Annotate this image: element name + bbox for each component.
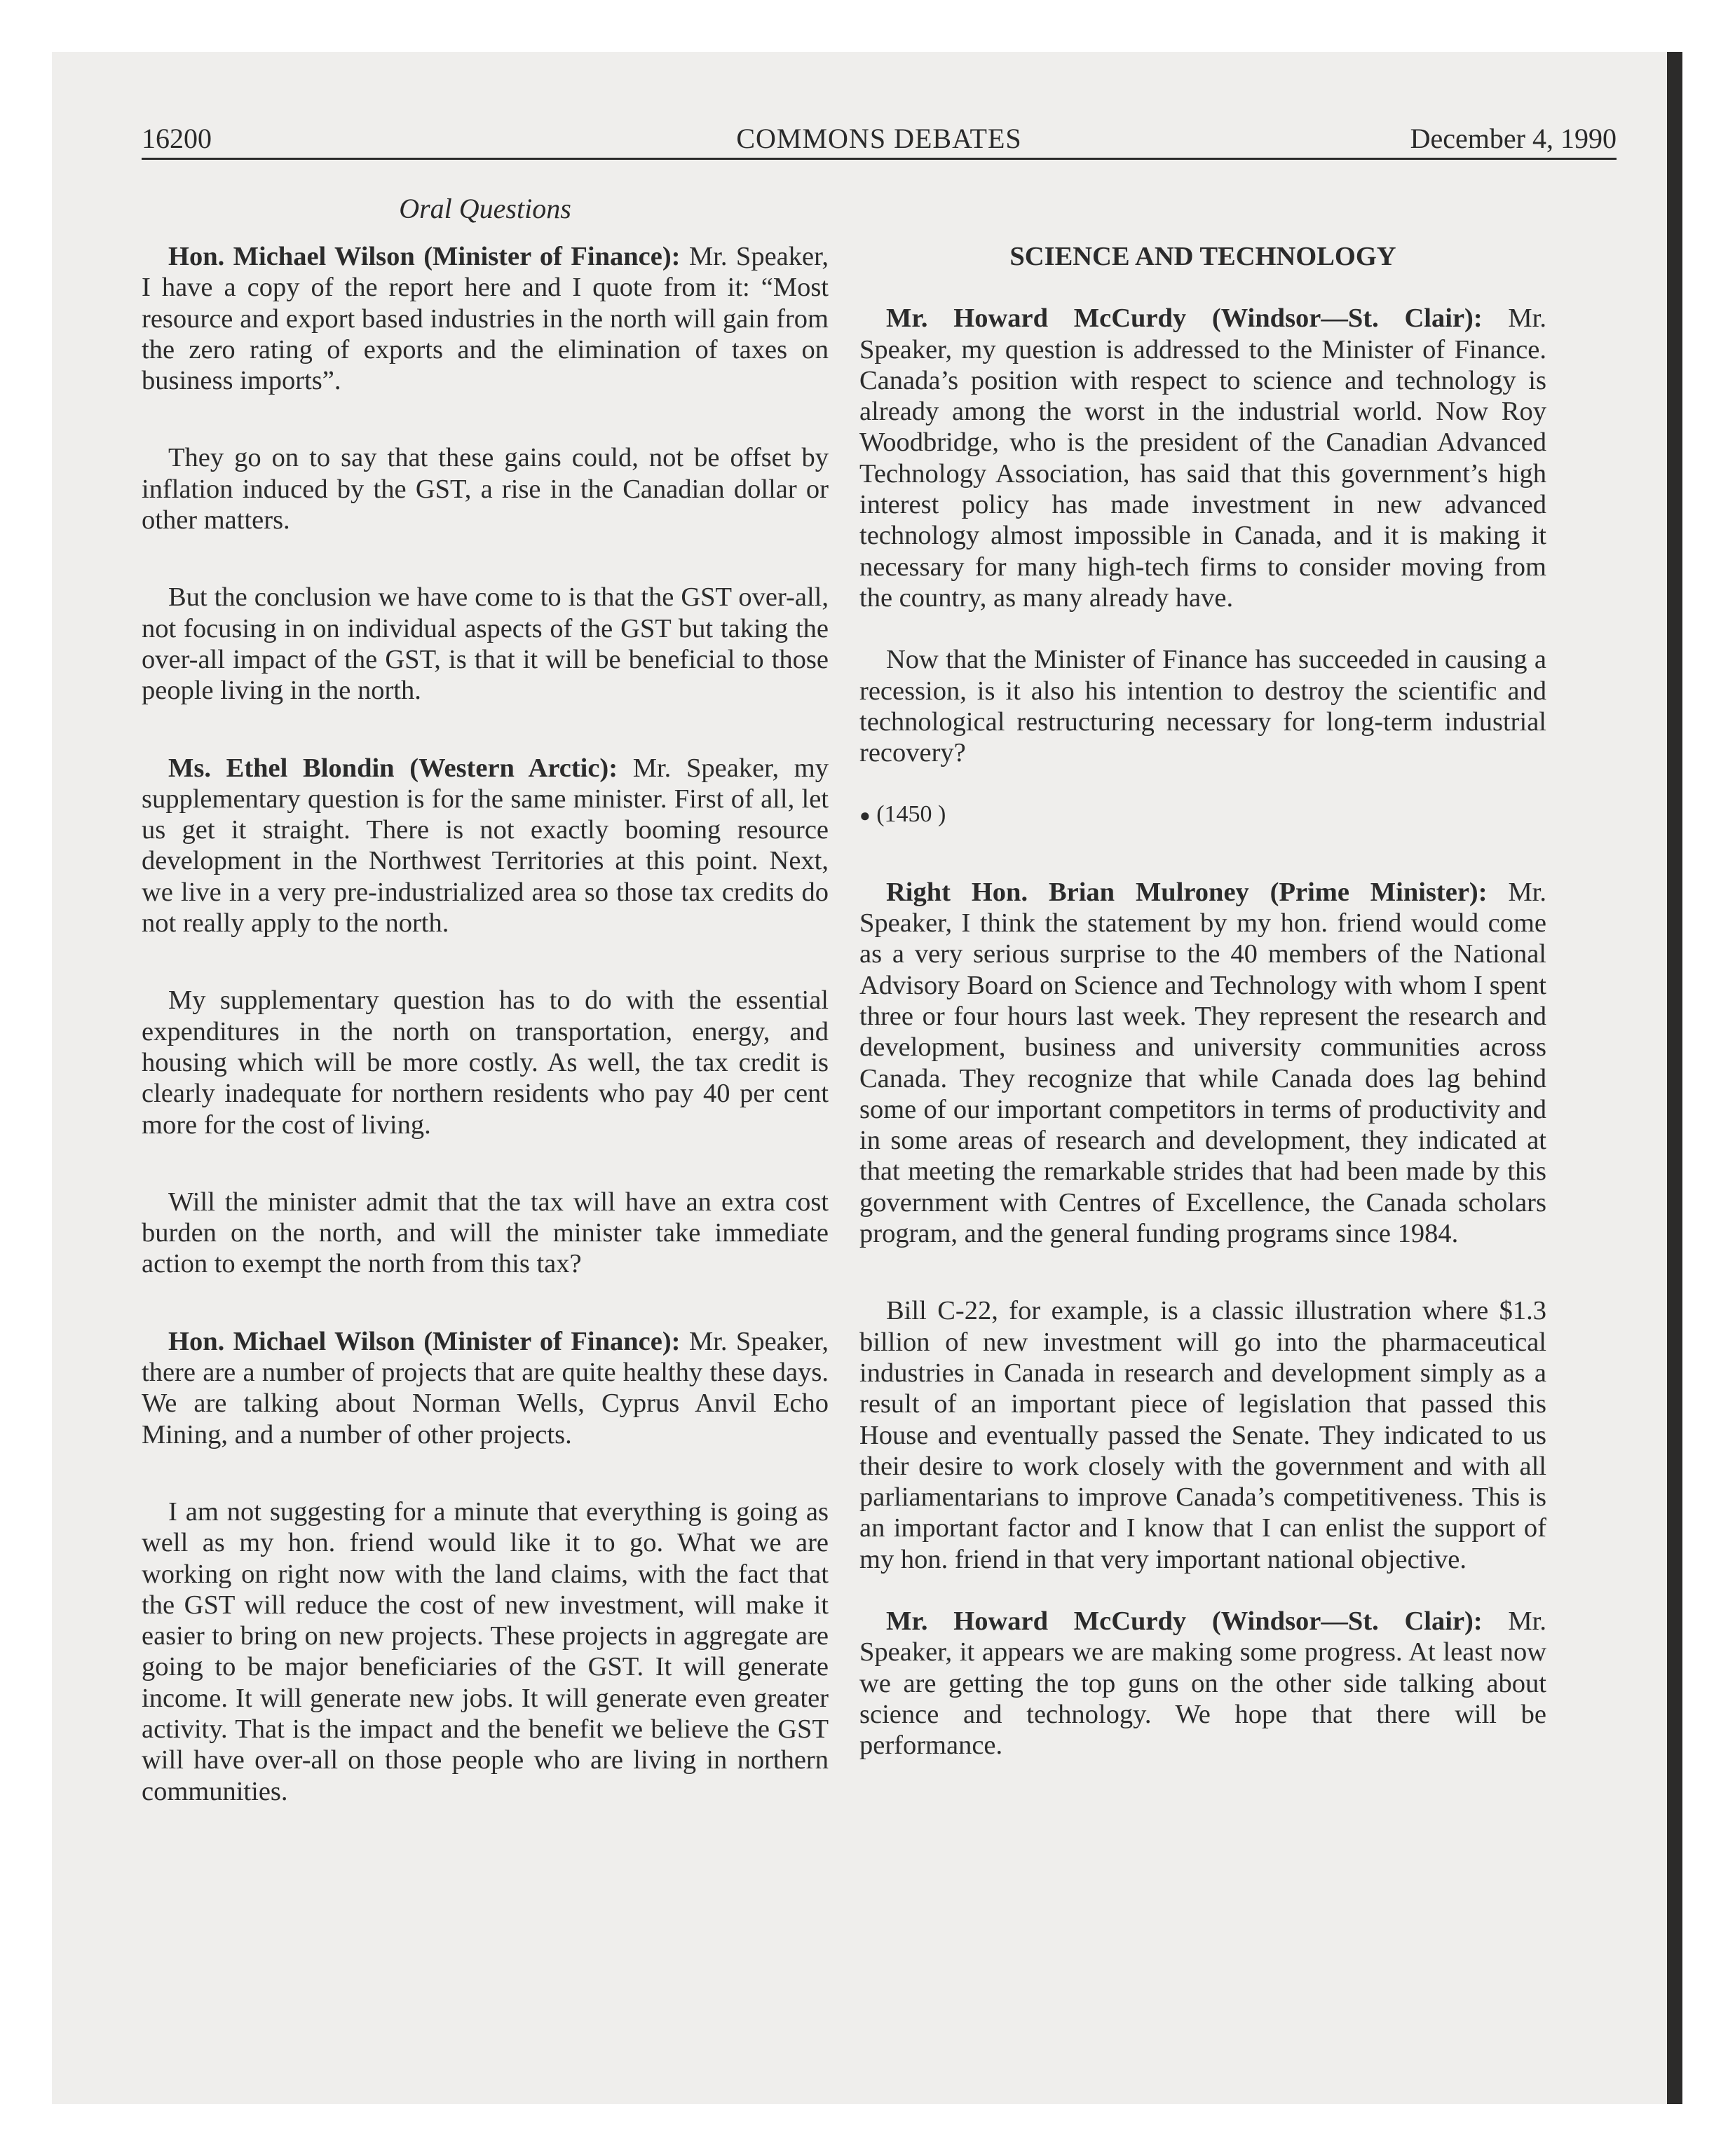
paragraph-text: I am not suggesting for a minute that everything is going as well as my hon. friend would like it to go. What we are working on right now with the land claims, with the fact that the GST will reduce the cost of new investment, will make it easier to bring on new projects. These projects in aggregate are going to be major beneficiaries of the GST. It will generate income. It will generate new jobs. It will generate even greater activity. That is the impact and the benefit we believe the GST will have over-all on those people who are living in northern communities. — [142, 1496, 829, 1806]
section-label: Oral Questions — [399, 193, 571, 224]
paragraph-text: Mr. Speaker, I have a copy of the report here and I quote from it: “Most resource and export based industries in the north will gain from the zero rating of exports and the elimination of taxes on business imports”. — [142, 242, 829, 396]
paragraph-text: My supplementary question has to do with the essential expenditures in the north on transportation, energy, and housing which will be more costly. As well, the tax credit is clearly inadequate for northern residents who pay 40 per cent more for the cost of living. — [142, 985, 829, 1140]
publication-title: COMMONS DEBATES — [736, 123, 1022, 154]
paragraph-text: Mr. Speaker, it appears we are making some progress. At least now we are getting the top guns on the other side talking about science and technology. We hope that there will be performance. — [859, 1606, 1546, 1761]
paragraph — [859, 303, 1546, 613]
bullet-icon: ● — [859, 805, 871, 826]
paragraph — [859, 644, 1546, 768]
scan-edge-shadow — [1667, 52, 1682, 2104]
page-number: 16200 — [142, 123, 212, 154]
right-column — [859, 241, 1546, 1808]
paragraph — [142, 985, 829, 1140]
paragraph — [142, 1496, 829, 1807]
time-marker-text: (1450 ) — [876, 801, 946, 828]
paragraph — [142, 582, 829, 706]
paragraph — [859, 1295, 1546, 1575]
speaker-name: Ms. Ethel Blondin (Western Arctic): — [168, 753, 618, 783]
document-page — [52, 52, 1682, 2104]
speaker-name: Mr. Howard McCurdy (Windsor—St. Clair): — [886, 1606, 1483, 1637]
paragraph — [142, 753, 829, 939]
paragraph-text: Now that the Minister of Finance has succeeded in causing a recession, is it also his intention to destroy the scientific and technological restructuring necessary for long-term industrial recovery? — [859, 645, 1546, 768]
publication-date: December 4, 1990 — [1410, 123, 1617, 154]
paragraph-text: Will the minister admit that the tax will have an extra cost burden on the north, and will the minister take immediate action to exempt the north from this tax? — [142, 1187, 829, 1279]
header-rule — [142, 158, 1617, 160]
paragraph — [142, 1326, 829, 1450]
speaker-name: Hon. Michael Wilson (Minister of Finance): — [168, 1326, 681, 1356]
paragraph — [859, 1606, 1546, 1761]
paragraph-text: Mr. Speaker, my supplementary question is for the same minister. First of all, let us get it straight. There is not exactly booming resource development in the Northwest Territories at this point. Next, we live in a very pre-industrialized area so those tax credits do not really apply to the north. — [142, 753, 829, 939]
time-marker — [859, 799, 1546, 831]
paragraph-text: Mr. Speaker, I think the statement by my hon. friend would come as a very serious surprise to the 40 members of the National Advisory Board on Science and Technology with whom I spent three or four hours last week. They represent the research and development, business and university communities across Canada. They recognize that while Canada does lag behind some of our important competitors in terms of productivity and in some areas of research and development, they indicated at that meeting the remarkable strides that had been made by this government with Centres of Excellence, the Canada scholars program, and the general funding programs since 1984. — [859, 877, 1546, 1249]
paragraph-text: Mr. Speaker, my question is addressed to the Minister of Finance. Canada’s position with respect to science and technology is already among the worst in the industrial world. Now Roy Woodbridge, who is the president of the Canadian Advanced Technology Association, has said that this government’s high interest policy has made investment in new advanced technology almost impossible in Canada, and it is making it necessary for many high-tech firms to consider moving from the country, as many already have. — [859, 303, 1546, 613]
paragraph-text: But the conclusion we have come to is that the GST over-all, not focusing in on individual aspects of the GST but taking the over-all impact of the GST, is that it will be beneficial to those people living in the north. — [142, 582, 829, 706]
paragraph — [142, 241, 829, 396]
running-header — [142, 122, 1617, 161]
paragraph — [859, 877, 1546, 1250]
speaker-name: Mr. Howard McCurdy (Windsor—St. Clair): — [886, 303, 1483, 334]
left-column — [142, 241, 829, 1853]
paragraph-text: Mr. Speaker, there are a number of projects that are quite healthy these days. We are talking about Norman Wells, Cyprus Anvil Echo Mining, and a number of other projects. — [142, 1326, 829, 1449]
paragraph — [142, 1187, 829, 1280]
speaker-name: Right Hon. Brian Mulroney (Prime Minister): — [886, 877, 1488, 907]
section-heading: SCIENCE AND TECHNOLOGY — [1009, 242, 1396, 271]
paragraph-text: Bill C-22, for example, is a classic illustration where $1.3 billion of new investment will go into the pharmaceutical industries in Canada in research and development simply as a result of an important piece of legislation that passed this House and eventually passed the Senate. They indicated to us their desire to work closely with the government and with all parliamentarians to improve Canada’s competitiveness. This is an important factor and I know that I can enlist the support of my hon. friend in that very important national objective. — [859, 1296, 1546, 1574]
speaker-name: Hon. Michael Wilson (Minister of Finance): — [168, 242, 681, 271]
paragraph — [142, 442, 829, 535]
paragraph-text: They go on to say that these gains could, not be offset by inflation induced by the GST, a rise in the Canadian dollar or other matters. — [142, 443, 829, 535]
